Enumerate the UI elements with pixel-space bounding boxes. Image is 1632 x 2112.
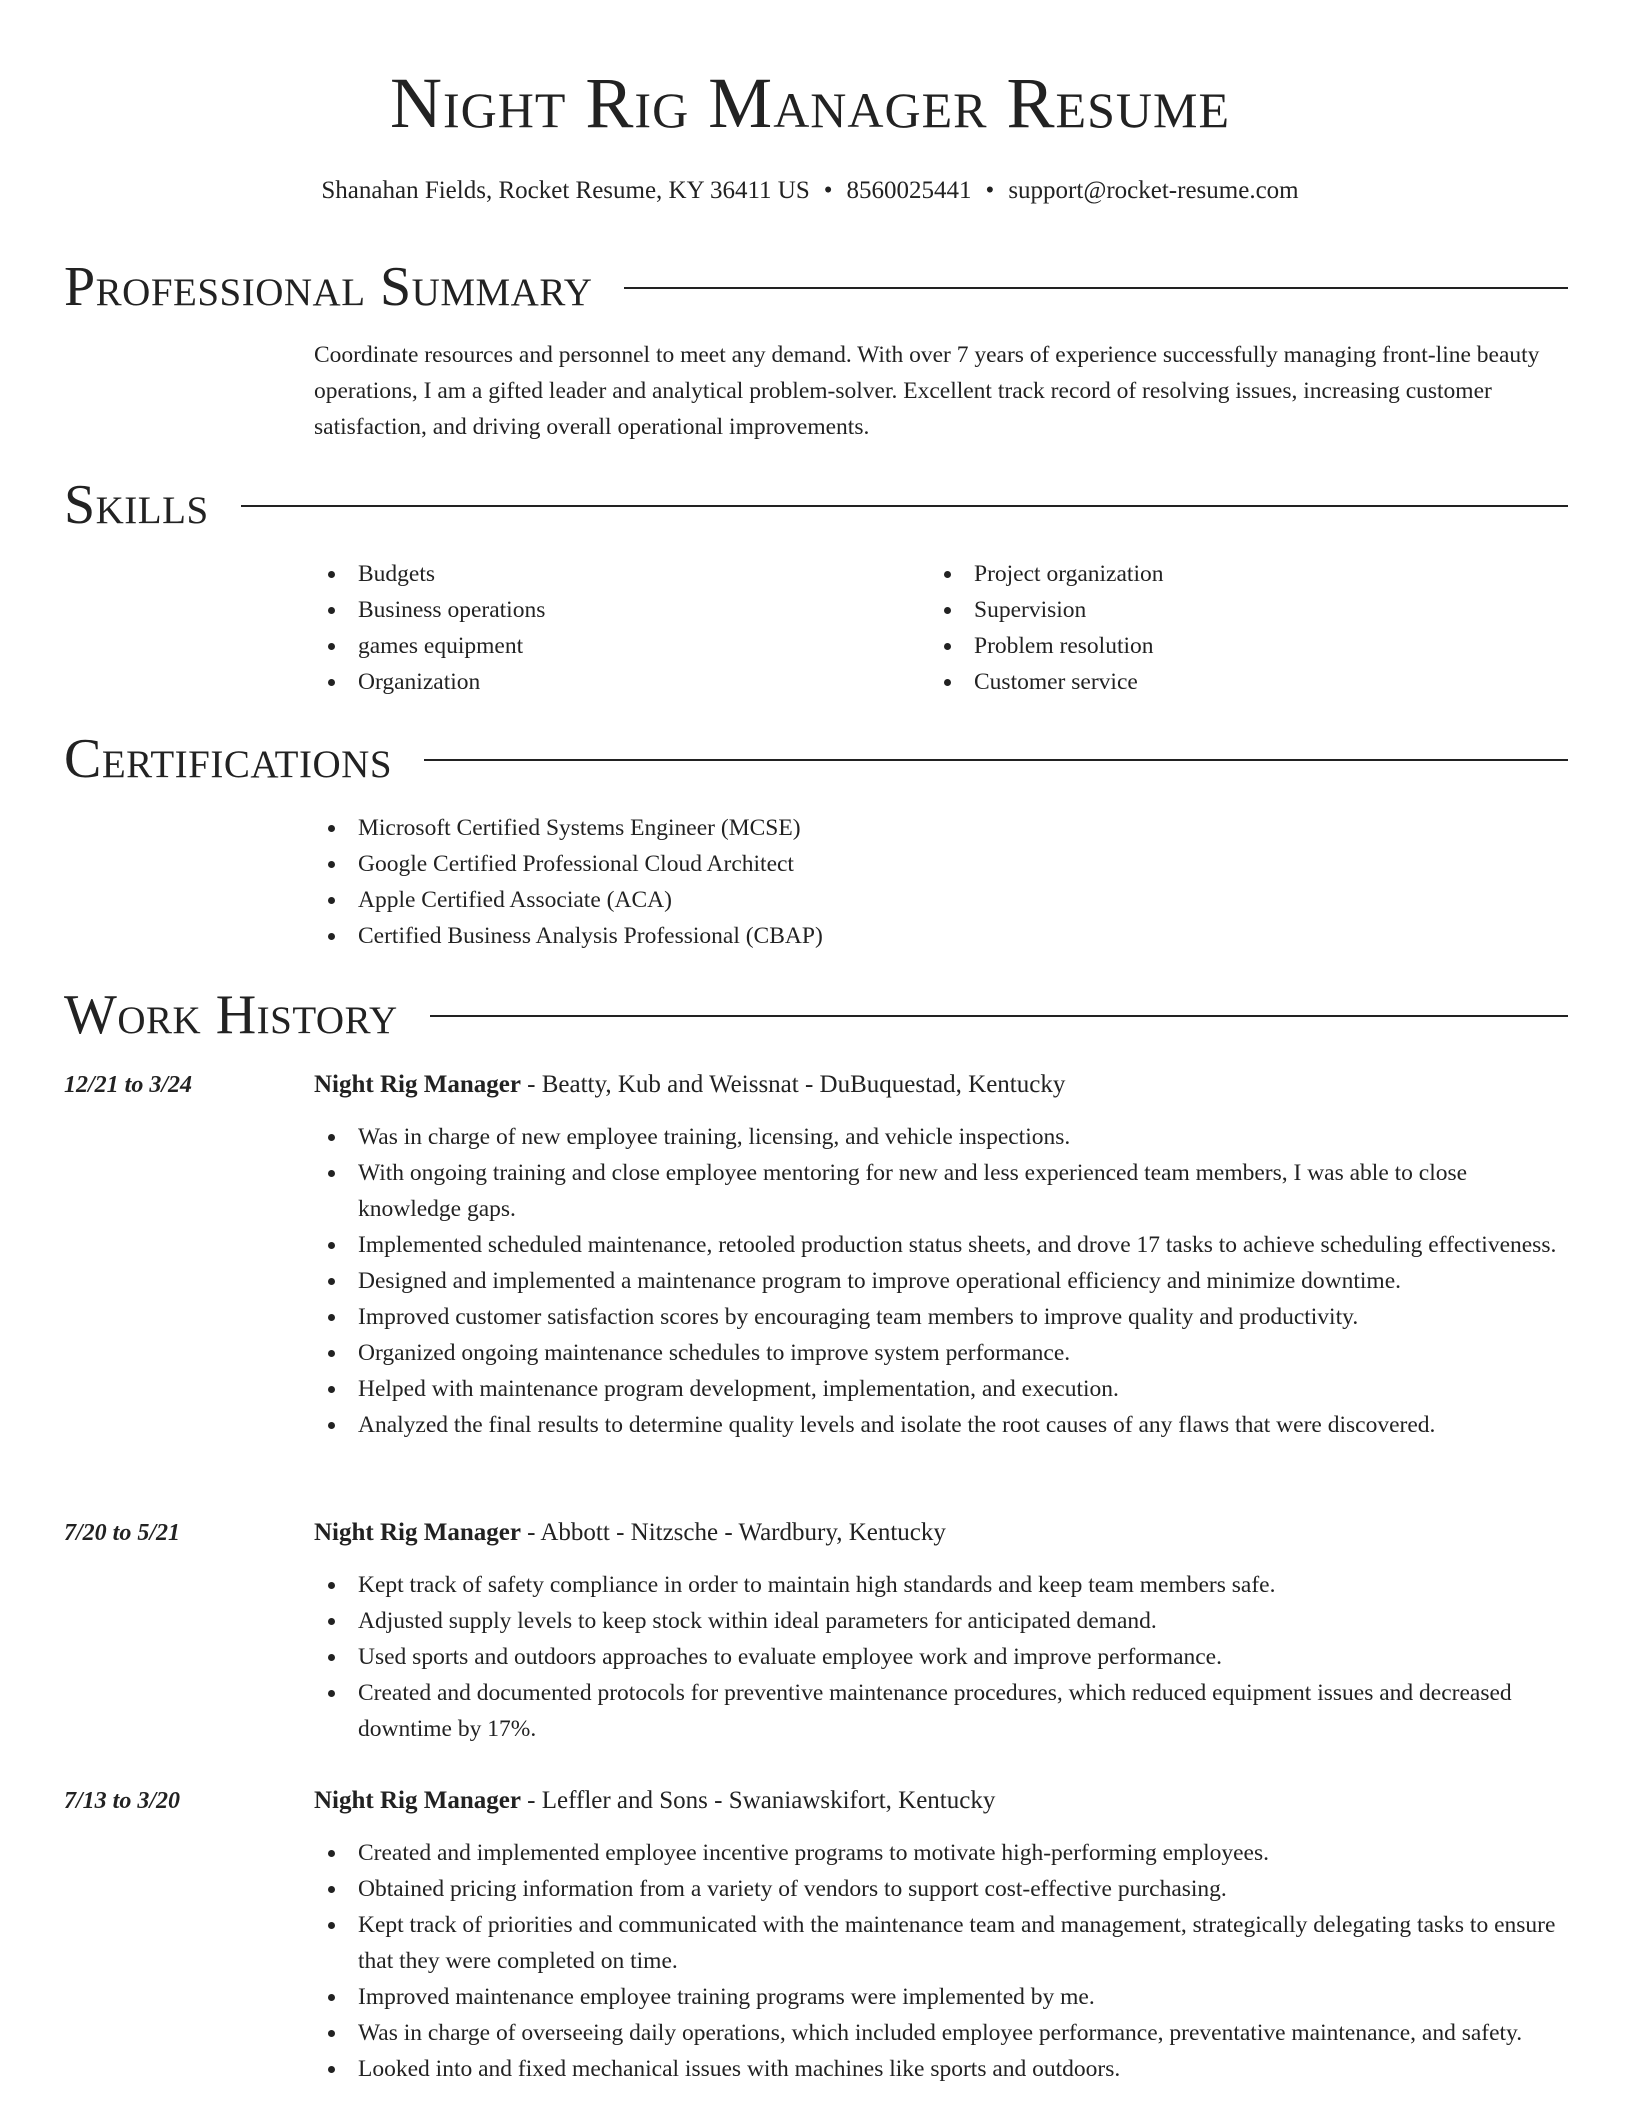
job-bullet: Improved customer satisfaction scores by encouraging team members to improve quality and productivity. [314, 1299, 1568, 1335]
contact-line [0, 176, 1620, 206]
work-history-heading [64, 980, 1568, 1050]
job-bullet: Looked into and fixed mechanical issues with machines like sports and outdoors. [314, 2051, 1568, 2087]
skill-item: Organization [314, 664, 914, 700]
section-title-certifications: Certifications [64, 728, 393, 790]
separator-dot: • [823, 177, 833, 204]
job-dates: 7/20 to 5/21 [64, 1520, 181, 1546]
skills-column-right [930, 556, 1550, 700]
certifications-list [314, 810, 1564, 954]
job-bullet: Improved maintenance employee training programs were implemented by me. [314, 1979, 1568, 2015]
job-employer: - Beatty, Kub and Weissnat - DuBuquestad, Kentucky [520, 1071, 1066, 1098]
job-bullet: Was in charge of overseeing daily operations, which included employee performance, preventative maintenance, and safety. [314, 2015, 1568, 2051]
job-bullet: Adjusted supply levels to keep stock within ideal parameters for anticipated demand. [314, 1603, 1568, 1639]
phone: 8560025441 [846, 177, 972, 204]
certifications-items [314, 810, 1564, 954]
job-bullet: Helped with maintenance program development, implementation, and execution. [314, 1371, 1568, 1407]
section-title-work-history: Work History [64, 984, 398, 1046]
section-divider [241, 505, 1568, 507]
email: support@rocket-resume.com [1008, 177, 1299, 204]
skills-heading [64, 470, 1568, 540]
section-divider [624, 287, 1568, 289]
certifications-heading [64, 724, 1568, 794]
separator-dot: • [985, 177, 995, 204]
job-bullet: Obtained pricing information from a variety of vendors to support cost-effective purchasing. [314, 1871, 1568, 1907]
skill-item: Customer service [930, 664, 1550, 700]
section-divider [424, 759, 1568, 761]
job-bullet: With ongoing training and close employee mentoring for new and less experienced team members, I was able to close knowledge gaps. [314, 1155, 1568, 1227]
section-title-skills: Skills [64, 474, 209, 536]
job-role: Night Rig Manager [314, 1787, 521, 1814]
job-bullet: Kept track of safety compliance in order to maintain high standards and keep team members safe. [314, 1567, 1568, 1603]
job-bullets [314, 1119, 1568, 1443]
skill-item: Budgets [314, 556, 914, 592]
skill-item: Business operations [314, 592, 914, 628]
summary-heading [64, 252, 1568, 322]
job-bullet: Implemented scheduled maintenance, retooled production status sheets, and drove 17 tasks to achieve scheduling effectiveness. [314, 1227, 1568, 1263]
job-bullet: Organized ongoing maintenance schedules to improve system performance. [314, 1335, 1568, 1371]
job-title-line [314, 1515, 946, 1551]
skills-list-left [314, 556, 914, 700]
skill-item: Project organization [930, 556, 1550, 592]
summary-text: Coordinate resources and personnel to meet any demand. With over 7 years of experience successfully managing front-line beauty operations, I am a gifted leader and analytical problem-solver. Excellent track record of resolving issues, increasing customer satisfaction, and driving overall operational improvements. [314, 342, 1540, 440]
skills-column-left [314, 556, 914, 700]
certification-item: Google Certified Professional Cloud Architect [314, 846, 1564, 882]
job-bullet: Analyzed the final results to determine quality levels and isolate the root causes of any flaws that were discovered. [314, 1407, 1568, 1443]
skill-item: games equipment [314, 628, 914, 664]
job-bullet: Was in charge of new employee training, licensing, and vehicle inspections. [314, 1119, 1568, 1155]
section-divider [430, 1015, 1568, 1017]
job-bullet: Created and implemented employee incentive programs to motivate high-performing employees. [314, 1835, 1568, 1871]
skill-item: Problem resolution [930, 628, 1550, 664]
job-bullet: Used sports and outdoors approaches to evaluate employee work and improve performance. [314, 1639, 1568, 1675]
job-employer: - Leffler and Sons - Swaniawskifort, Kentucky [520, 1787, 996, 1814]
job-role: Night Rig Manager [314, 1071, 521, 1098]
job-bullets [314, 1567, 1568, 1747]
skill-item: Supervision [930, 592, 1550, 628]
certification-item: Certified Business Analysis Professional (CBAP) [314, 918, 1564, 954]
skills-list-right [930, 556, 1550, 700]
job-bullet: Designed and implemented a maintenance program to improve operational efficiency and minimize downtime. [314, 1263, 1568, 1299]
certification-item: Apple Certified Associate (ACA) [314, 882, 1564, 918]
certification-item: Microsoft Certified Systems Engineer (MCSE) [314, 810, 1564, 846]
job-bullet: Kept track of priorities and communicated with the maintenance team and management, strategically delegating tasks to ensure that they were completed on time. [314, 1907, 1568, 1979]
job-bullet: Created and documented protocols for preventive maintenance procedures, which reduced equipment issues and decreased downtime by 17%. [314, 1675, 1568, 1747]
job-dates: 7/13 to 3/20 [64, 1788, 181, 1814]
job-bullets [314, 1835, 1568, 2087]
address: Shanahan Fields, Rocket Resume, KY 36411 US [321, 177, 810, 204]
job-employer: - Abbott - Nitzsche - Wardbury, Kentucky [520, 1519, 946, 1546]
resume-title: Night Rig Manager Resume [389, 63, 1230, 143]
job-title-line [314, 1783, 995, 1819]
job-dates: 12/21 to 3/24 [64, 1072, 193, 1098]
job-title-line [314, 1067, 1065, 1103]
section-title-summary: Professional Summary [64, 256, 593, 318]
job-role: Night Rig Manager [314, 1519, 521, 1546]
